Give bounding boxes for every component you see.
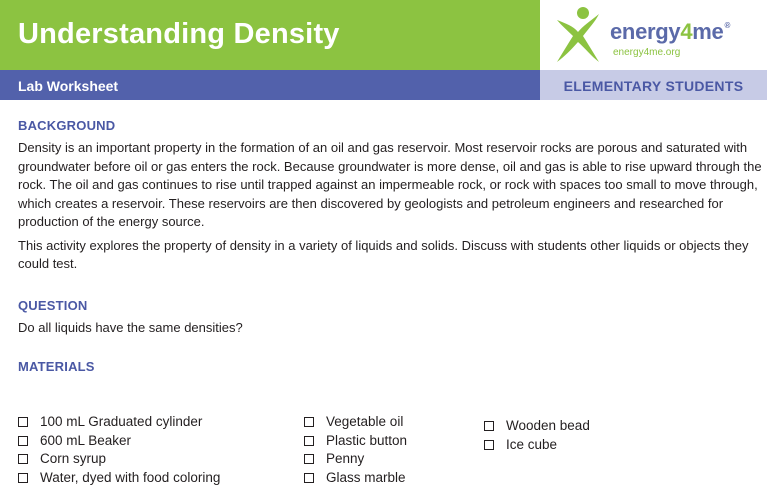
logo-url: energy4me.org <box>613 47 681 58</box>
logo-wordmark: energy4me® <box>610 19 731 44</box>
checkbox-icon <box>304 417 314 427</box>
checkbox-icon <box>18 454 28 464</box>
materials-column-2 <box>304 413 407 487</box>
list-item: 600 mL Beaker <box>18 432 220 451</box>
logo <box>540 0 767 70</box>
materials-column-3 <box>484 417 590 454</box>
checkbox-icon <box>18 417 28 427</box>
figure-icon <box>555 4 601 64</box>
list-item: 100 mL Graduated cylinder <box>18 413 220 432</box>
page-title: Understanding Density <box>18 18 340 50</box>
checkbox-icon <box>484 421 494 431</box>
list-item: Water, dyed with food coloring <box>18 469 220 488</box>
list-item: Wooden bead <box>484 417 590 436</box>
checkbox-icon <box>304 473 314 483</box>
list-item: Plastic button <box>304 432 407 451</box>
checkbox-icon <box>18 473 28 483</box>
question-heading: QUESTION <box>18 297 88 313</box>
list-item: Corn syrup <box>18 450 220 469</box>
list-item: Ice cube <box>484 436 590 455</box>
list-item: Glass marble <box>304 469 407 488</box>
worksheet-label: Lab Worksheet <box>18 78 119 94</box>
question-text: Do all liquids have the same densities? <box>18 319 243 335</box>
checkbox-icon <box>484 440 494 450</box>
list-item: Vegetable oil <box>304 413 407 432</box>
materials-column-1 <box>18 413 220 487</box>
background-paragraph-1: Density is an important property in the formation of an oil and gas reservoir. Most reservoir rocks are porous and saturated with groundwater before oil or gas enters the rock. Because groundwater is more dense, oil and gas is able to rise upward through the rock. The oil and gas continues to rise until trapped against an impermeable rock, or rock with spaces too small to move through, which creates a reservoir. These reservoirs are then discovered by geologists and petroleum engineers and researched for production of the energy source. <box>18 140 762 229</box>
list-item: Penny <box>304 450 407 469</box>
background-paragraph-2: This activity explores the property of density in a variety of liquids and solids. Discuss with students other liquids or objects they could test. <box>18 237 749 271</box>
checkbox-icon <box>304 454 314 464</box>
worksheet-body <box>18 118 763 374</box>
audience-label: ELEMENTARY STUDENTS <box>563 78 744 94</box>
checkbox-icon <box>18 436 28 446</box>
materials-heading: MATERIALS <box>18 359 95 374</box>
checkbox-icon <box>304 436 314 446</box>
background-heading: BACKGROUND <box>18 118 116 133</box>
